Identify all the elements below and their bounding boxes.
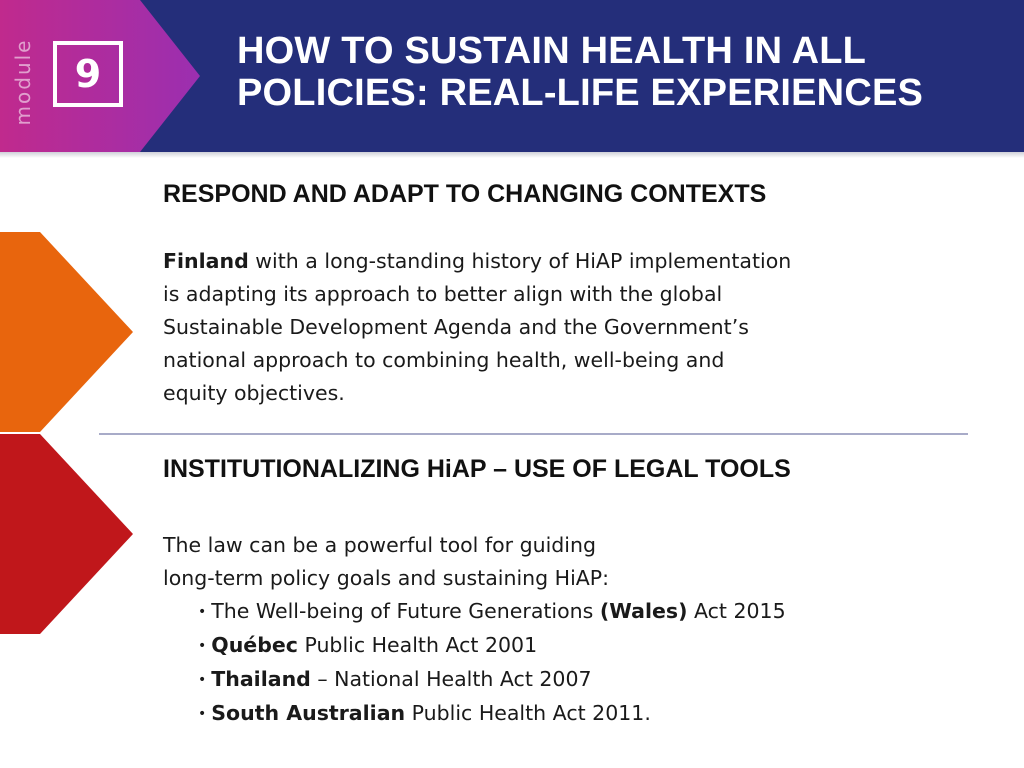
list-item-quebec: • Québec Public Health Act 2001 [198,633,538,657]
paragraph-line: is adapting its approach to better align with the global [163,282,723,306]
section-heading-respond: RESPOND AND ADAPT TO CHANGING CONTEXTS [163,180,767,208]
paragraph-line: The law can be a powerful tool for guiding [163,533,596,557]
module-number: 9 [74,52,102,96]
paragraph-line: national approach to combining health, well-being and [163,348,725,372]
section-divider [99,433,968,435]
paragraph-line: equity objectives. [163,381,345,405]
list-item-thailand: • Thailand – National Health Act 2007 [198,667,592,691]
paragraph-line: Sustainable Development Agenda and the Government’s [163,315,749,339]
header-shadow [0,152,1024,158]
red-chevron [0,434,133,634]
country-finland: Finland [163,249,249,273]
title-line-1: HOW TO SUSTAIN HEALTH IN ALL [237,30,867,72]
paragraph-line: Finland with a long-standing history of HiAP implementation [163,249,792,273]
paragraph-line: long-term policy goals and sustaining HiAP: [163,566,610,590]
legal-acts-list [198,595,786,731]
list-item-wales: • The Well-being of Future Generations (Wales) Act 2015 [198,599,786,623]
list-item-south-australia: • South Australian Public Health Act 2011. [198,701,651,725]
bullet-marker: • [198,672,207,688]
bullet-marker: • [198,638,207,654]
bullet-marker: • [198,706,207,722]
module-number-box [53,41,123,107]
page-title [237,30,1007,114]
title-line-2: POLICIES: REAL-LIFE EXPERIENCES [237,72,924,114]
finland-paragraph [163,245,863,410]
section-heading-legal-tools: INSTITUTIONALIZING HiAP – USE OF LEGAL TOOLS [163,455,791,483]
module-label: module [11,38,35,126]
bullet-marker: • [198,604,207,620]
orange-chevron [0,232,133,432]
legal-intro-paragraph [163,529,863,595]
